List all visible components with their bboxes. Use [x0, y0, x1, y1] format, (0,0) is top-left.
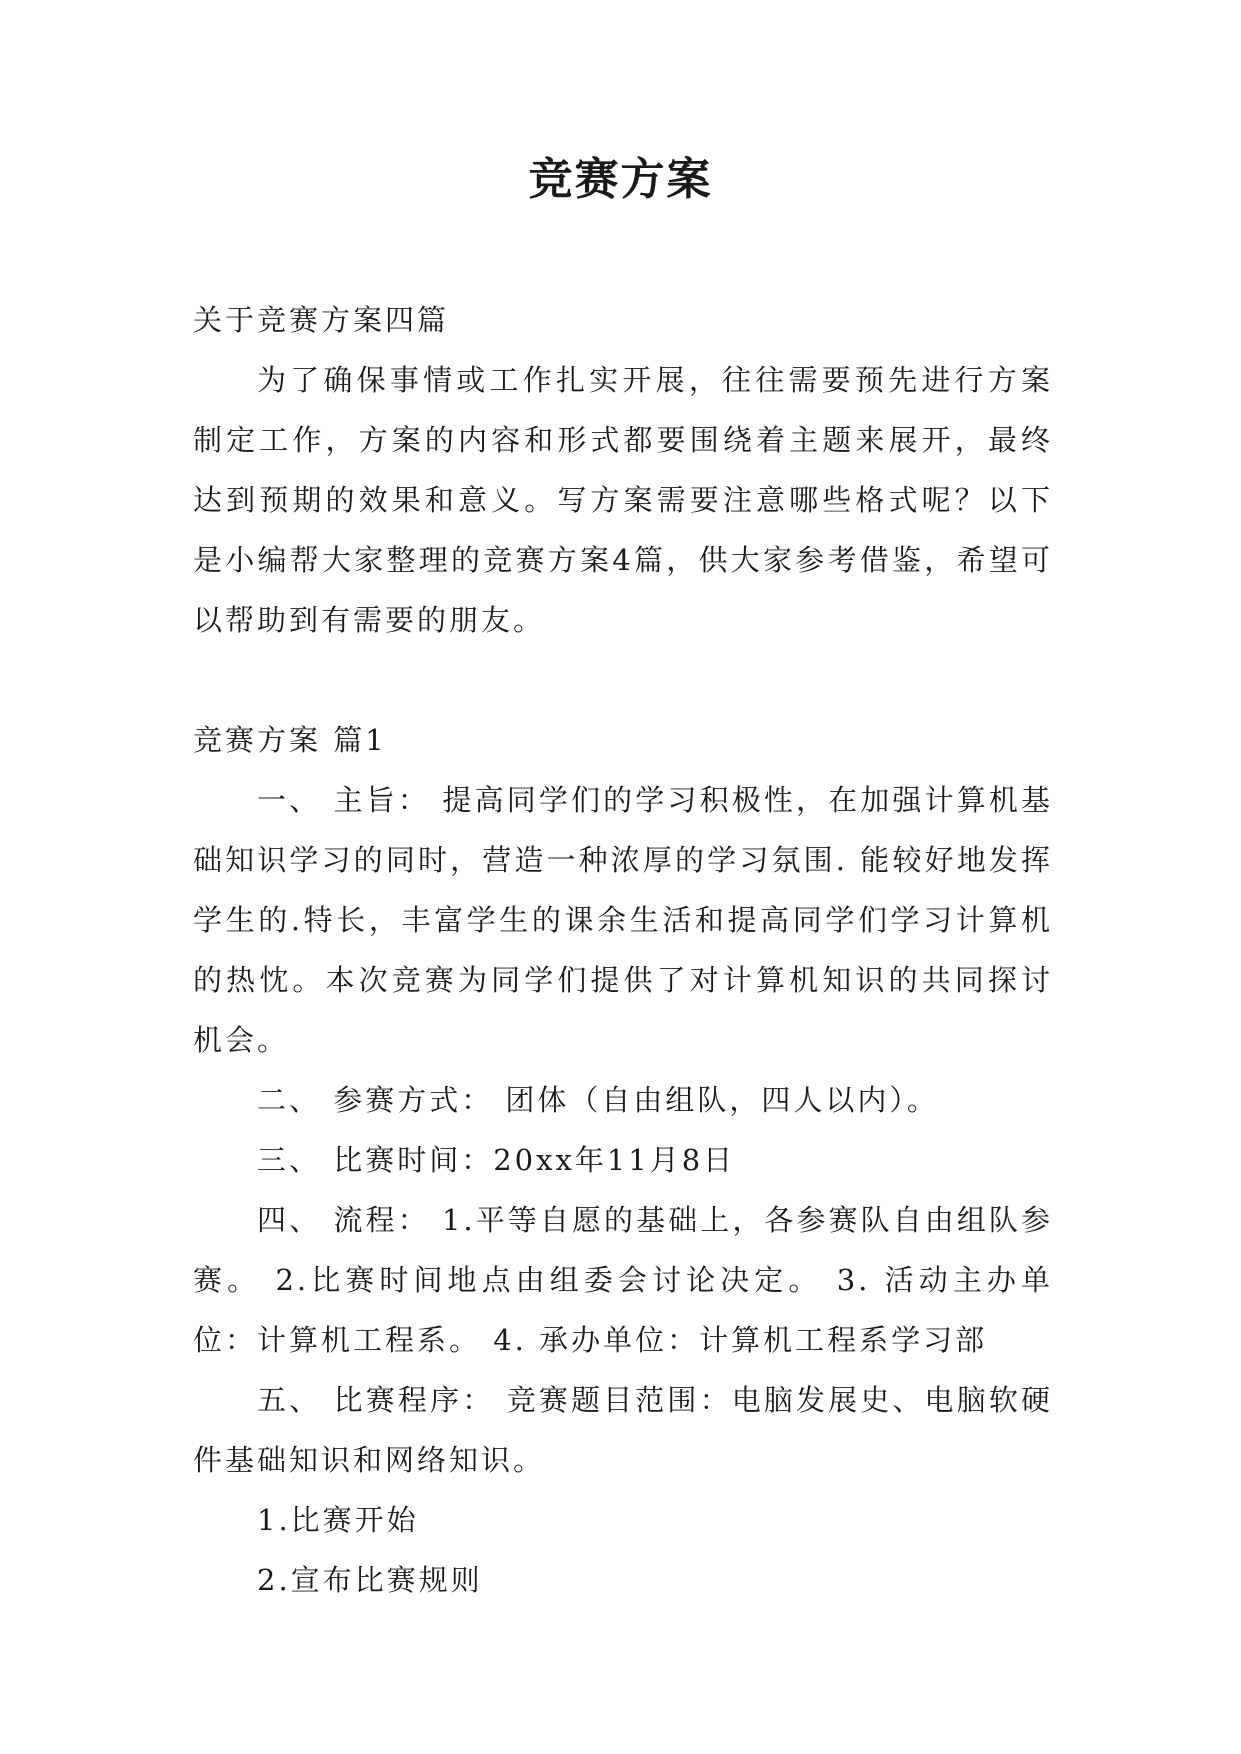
document-subtitle: 关于竞赛方案四篇: [193, 303, 450, 337]
list-item-rules: 2.宣布比赛规则: [257, 1563, 483, 1597]
paragraph-purpose: 一、 主旨： 提高同学们的学习积极性，在加强计算机基础知识学习的同时，营造一种浓厚的学习氛围. 能较好地发挥学生的.特长，丰富学生的课余生活和提高同学们学习计算机的热忱。本次竞赛为同学们提供了对计算机知识的共同探讨机会。: [193, 783, 1053, 1057]
paragraph-procedure: 五、 比赛程序： 竞赛题目范围：电脑发展史、电脑软硬件基础知识和网络知识。: [193, 1383, 1053, 1477]
intro-paragraph: 为了确保事情或工作扎实开展，往往需要预先进行方案制定工作，方案的内容和形式都要围绕着主题来展开，最终达到预期的效果和意义。写方案需要注意哪些格式呢？以下是小编帮大家整理的竞赛方案4篇，供大家参考借鉴，希望可以帮助到有需要的朋友。: [193, 363, 1053, 637]
paragraph-time: 三、 比赛时间：20xx年11月8日: [257, 1143, 736, 1177]
page-title: 竞赛方案: [528, 154, 713, 205]
document-body: [193, 290, 1053, 1610]
paragraph-participation: 二、 参赛方式： 团体（自由组队，四人以内）。: [257, 1083, 939, 1117]
section-heading: 竞赛方案 篇1: [193, 723, 387, 757]
paragraph-process: 四、 流程： 1.平等自愿的基础上，各参赛队自由组队参赛。 2.比赛时间地点由组委会讨论决定。 3. 活动主办单位：计算机工程系。 4. 承办单位：计算机工程系学习部: [193, 1203, 1053, 1357]
list-item-start: 1.比赛开始: [257, 1503, 419, 1537]
